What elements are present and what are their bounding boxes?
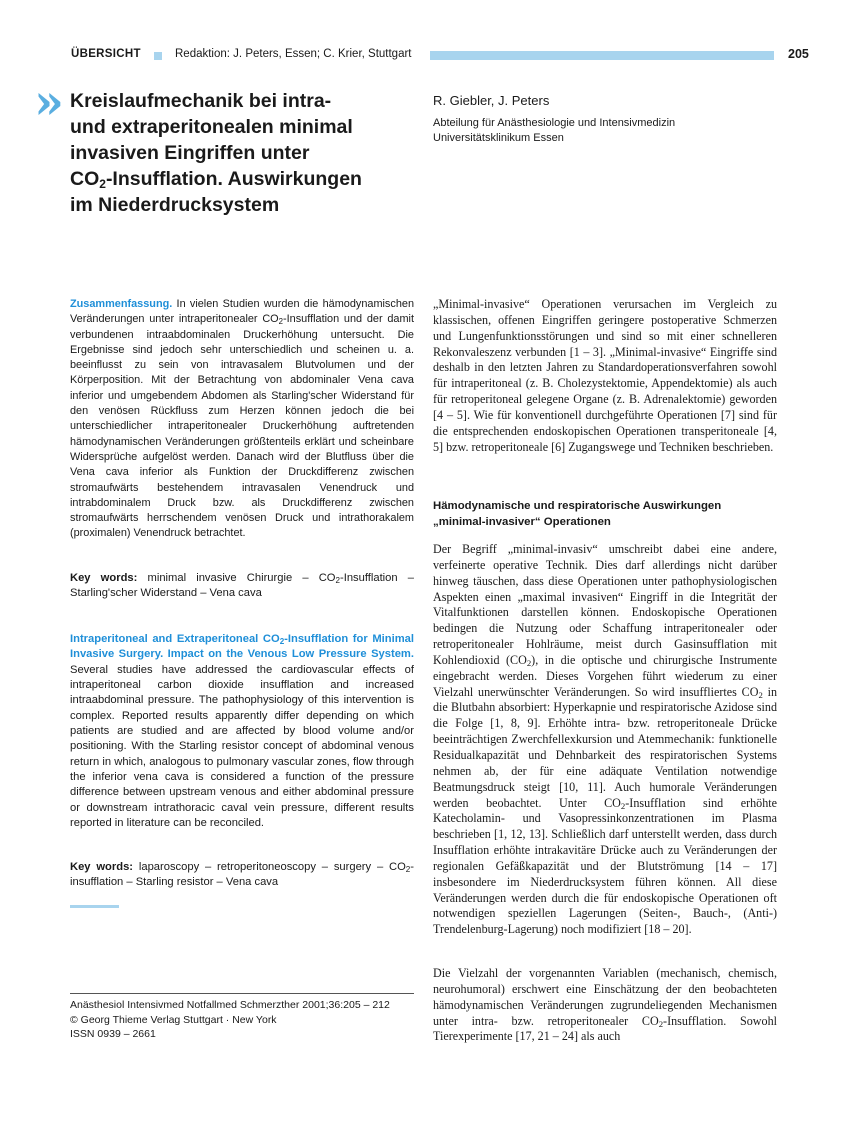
body-paragraph: Der Begriff „minimal-invasiv“ umschreibt dabei eine andere, verfeinerte operative Technik. Dies darf allerdings nicht darüber hinweg täuschen, dass diese Operationen unter pathophysiologischen Aspekten einen „maximal invasiven“ Eingriff in die Integrität der Vitalfunktionen darstellen können. Endoskopische Operationen bedingen die Nutzung oder Schaffung intraperitonealer oder retroperitonealer Hohlräume, meist durch Gasinsufflation mit Kohlendioxid $(CO_2)$, in die optische und chirurgische Instrumente eingebracht werden. Dieses Vorgehen führt wiederum zu einer Vielzahl unerwünschter Veränderungen. So wird insuffliertes $CO_2$ in die Blutbahn absorbiert: Hyperkapnie und respiratorische Azidose sind die Folge [1, 8, 9]. Erhöhte intra- bzw. retroperitoneale Drücke beeinträchtigen Zwerchfellexkursion und Atemmechanik: funktionelle Residualkapazität und Dehnbarkeit des respiratorischen Systems nehmen ab, der für eine adäquate Ventilation notwendige Beatmungsdruck steigt [10, 11]. Auch humorale Veränderungen werden beobachtet. Unter $CO_2$-Insufflation sind erhöhte Katecholamin- und Vasopressinkonzentrationen im Plasma beschrieben [1, 12, 13]. Schließlich darf unterstellt werden, dass durch Insufflation erhöhte intrakavitäre Drücke auch zu Veränderungen der regionalen Gefäßkapazität und der Blutströmung [14 – 17] insbesondere im Niederdrucksystem führen können. All diese Veränderungen werden durch die für endoskopische Operationen oft notwendigen speziellen Lagerungen (Seiten-, Bauch-, (Anti-) Trendelenburg-Lagerung) noch modifiziert [18 – 20]. — [433, 542, 777, 937]
abstract-heading: Zusammenfassung. — [70, 298, 173, 310]
section-label: ÜBERSICHT — [71, 48, 141, 60]
title-line: im Niederdrucksystem — [70, 194, 280, 216]
abstract-english: Intraperitoneal and Extraperitoneal $CO_2$-Insufflation for Minimal Invasive Surgery. Impact on the Venous Low Pressure System. Several studies have addressed the cardiovascular effects of intraperitoneal carbon dioxide insufflation and increased intraabdominal pressure. The pathophysiology of this intervention is complex. Reported results apparently differ depending on which patients are studied and are affected by blood volume and/or positioning. With the Starling resistor concept of abdominal venous return in which, analogous to pulmonary vascular zones, flow through the inferior vena cava is considered a function of the pressure difference between upstream venous and either abdominal pressure or downstream intrathoracic caval vein pressure, different results reported in literature can be reconciled. — [70, 633, 414, 830]
keywords-german: Key words: minimal invasive Chirurgie – $CO_2$-Insufflation – Starling'scher Widerstand – Vena cava — [70, 572, 414, 600]
footer-rule — [70, 993, 414, 994]
quote-mark-icon: » — [34, 74, 60, 130]
title-line: invasiven Eingriffen unter — [70, 142, 310, 164]
authors: R. Giebler, J. Peters — [433, 93, 550, 108]
title-line: und extraperitonealen minimal — [70, 116, 353, 138]
article-title — [70, 88, 400, 218]
abstract-german: Zusammenfassung. In vielen Studien wurden die hämodynamischen Veränderungen unter intraperitonealer $CO_2$-Insufflation und der damit verbundenen intraabdominalen Druckerhöhung untersucht. Die Ergebnisse sind jedoch sehr unterschiedlich und scheinen u. a. beeinflusst zu sein von intravasalem Blutvolumen und der Körperposition. Mit der Betrachtung von abdominaler Vena cava inferior und umgebendem Abdomen als Starling'scher Widerstand für den venösen Rückfluss zum Herzen können jedoch die bei unterschiedlicher intraperitonealer Druckerhöhung auftretenden hämodynamischen Veränderungen größtenteils erklärt und scheinbare Widersprüche aufgelöst werden. Danach wird der Blutfluss über die Vena cava inferior als Funktion der Druckdifferenz zwischen stromaufwärts bestehendem intravasalen Venendruck und intrabdominalem Druck bzw. als Druckdifferenz zwischen stromaufwärts herrschendem venösen Druck und intrathorakalem (proximalen) Venendruck betrachtet. — [70, 298, 414, 540]
citation-footer: Anästhesiol Intensivmed Notfallmed Schmerzther 2001;36:205 – 212 © Georg Thieme Verlag Stuttgart · New York ISSN 0939 – 2661 — [70, 999, 390, 1040]
header-square-marker — [154, 52, 162, 60]
page-number: 205 — [788, 47, 809, 61]
keywords-english: Key words: laparoscopy – retroperitoneoscopy – surgery – $CO_2$-insufflation – Starling resistor – Vena cava — [70, 861, 414, 889]
keywords-label: Key words: — [70, 572, 138, 584]
title-line: $CO_2$-Insufflation. Auswirkungen — [70, 168, 362, 191]
header-color-bar — [430, 51, 774, 60]
keywords-label: Key words: — [70, 861, 134, 873]
body-intro: „Minimal-invasive“ Operationen verursachen im Vergleich zu klassischen, offenen Eingriffen geringere postoperative Schmerzen und Lungenfunktionsstörungen und sind so mit einer schnelleren Rekonvaleszenz verbunden [1 – 3]. „Minimal-invasive“ Eingriffe sind deshalb in den letzten Jahren zu Standardoperationsverfahren sowohl für intraperitoneal (z. B. Cholezystektomie, Appendektomie) als auch für retroperitoneal gelegene Organe (z. B. Adrenalektomie) geworden [4 – 5]. Wie für konventionell durchgeführte Operationen [7] sind für die entsprechenden endoskopischen Operationen transperitoneale [4, 5] bzw. retroperitoneale [6] Zugangswege und Techniken beschrieben. — [433, 297, 777, 454]
affiliation: Abteilung für Anästhesiologie und Intensivmedizin Universitätsklinikum Essen — [433, 117, 676, 144]
section-heading: Hämodynamische und respiratorische Auswirkungen „minimal-invasiver“ Operationen — [433, 500, 722, 528]
blue-divider — [70, 905, 119, 908]
editors-line: Redaktion: J. Peters, Essen; C. Krier, Stuttgart — [175, 48, 412, 60]
body-paragraph: Die Vielzahl der vorgenannten Variablen (mechanisch, chemisch, neurohumoral) erschwert eine Einschätzung der den beobachteten hämodynamischen Veränderungen zugrundeliegenden Mechanismen unter intra- bzw. retroperitonealer $CO_2$-Insufflation. Sowohl Tierexperimente [17, 21 – 24] als auch — [433, 966, 777, 1044]
abstract-heading: Intraperitoneal and Extraperitoneal $CO_2$-Insufflation for Minimal Invasive Surgery. Impact on the Venous Low Pressure System. — [70, 633, 414, 661]
title-line: Kreislaufmechanik bei intra- — [70, 90, 332, 112]
